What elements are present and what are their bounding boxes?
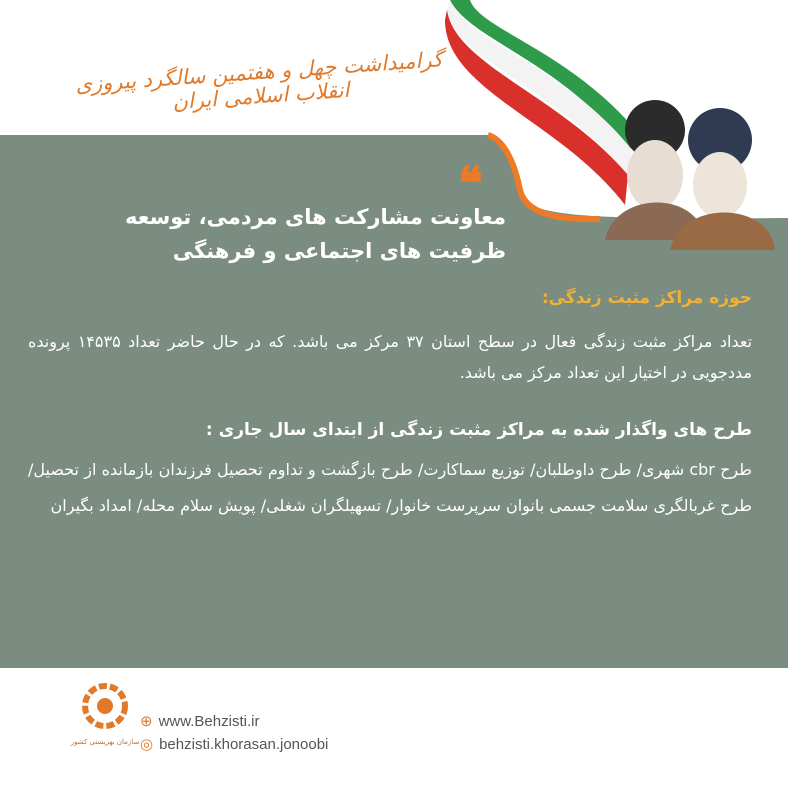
svg-text:سازمان بهزیستی کشور: سازمان بهزیستی کشور: [70, 738, 140, 746]
website-link[interactable]: [140, 712, 259, 730]
section-heading: حوزه مراکز مثبت زندگی:: [541, 288, 752, 308]
section-text: طرح cbr شهری/ طرح داوطلبان/ توزیع سماکارت/ طرح بازگشت و تداوم تحصیل فرزندان بازمانده از تحصیل/ طرح غربالگری سلامت جسمی بانوان سرپرست خانوار/ تسهیلگران شغلی/ پویش سلام محله/ امداد بگیران: [28, 460, 752, 515]
behzisti-logo: [70, 682, 140, 762]
globe-icon: ⊕: [140, 713, 153, 730]
header-artwork: [0, 0, 788, 330]
quote-icon: ❝: [458, 156, 483, 210]
page-title: معاونت مشارکت های مردمی، توسعه ظرفیت های اجتماعی و فرهنگی: [125, 205, 506, 263]
instagram-link[interactable]: [140, 735, 328, 753]
website-text: www.Behzisti.ir: [158, 713, 260, 730]
instagram-text: behzisti.khorasan.jonoobi: [159, 736, 329, 753]
section-heading: طرح های واگذار شده به مراکز مثبت زندگی از ابتدای سال جاری :: [205, 420, 752, 440]
instagram-icon: ◎: [140, 736, 154, 753]
banner-calligraphy: گرامیداشت چهل و هفتمین سالگرد پیروزی انقلاب اسلامی ایران: [74, 47, 444, 115]
section-text: تعداد مراکز مثبت زندگی فعال در سطح استان ۳۷ مرکز می باشد. که در حال حاضر تعداد ۱۴۵۳۵ پرونده مددجویی در اختیار این تعداد مرکز می باشد.: [28, 332, 753, 382]
